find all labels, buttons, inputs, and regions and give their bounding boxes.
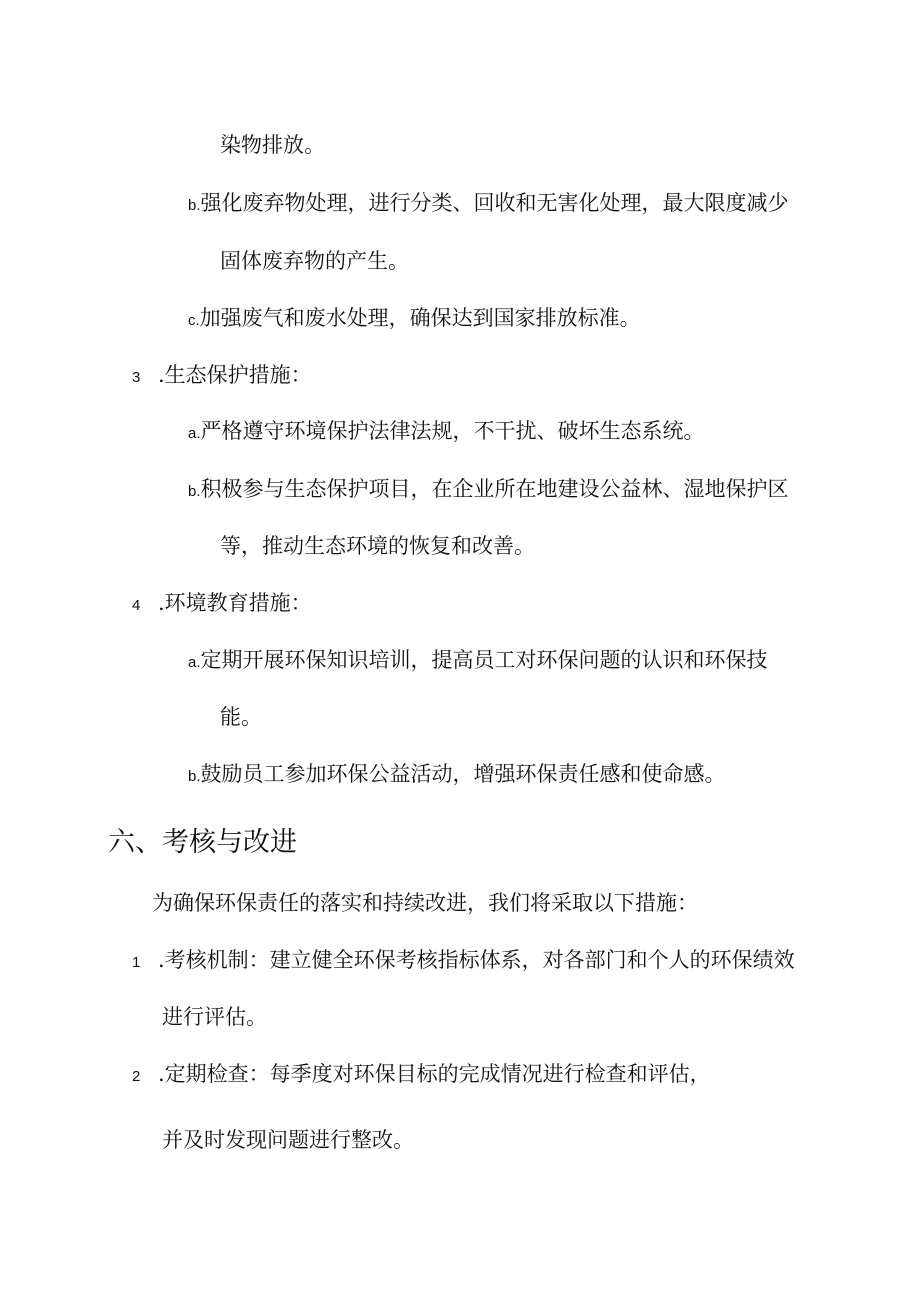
item-text: .生态保护措施： [158,363,312,387]
list-item-continuation [220,531,535,561]
numbered-item [132,945,795,978]
item-number: 4 [132,597,141,614]
list-marker: a. [188,425,201,442]
list-marker: a. [188,654,201,671]
paragraph-text: 为确保环保责任的落实和持续改进，我们将采取以下措施： [152,891,698,915]
item-number: 1 [132,954,141,971]
list-item [188,416,705,449]
item-text: .环境教育措施： [158,591,312,615]
list-item [188,645,768,678]
section-intro [152,888,698,918]
list-item-text: 严格遵守环境保护法律法规，不干扰、破坏生态系统。 [200,419,705,443]
numbered-item [132,1059,711,1092]
list-item [188,759,726,792]
list-item [188,188,789,221]
list-item-continuation [162,1125,414,1155]
list-marker: b. [188,197,201,214]
list-item-text: 加强废气和废水处理，确保达到国家排放标准。 [199,306,641,330]
paragraph-text: 并及时发现问题进行整改。 [162,1128,414,1152]
numbered-item [132,588,312,621]
list-item-continuation [220,130,325,160]
list-item-text: 定期开展环保知识培训，提高员工对环保问题的认识和环保技 [200,648,768,672]
paragraph-text: 等，推动生态环境的恢复和改善。 [220,534,535,558]
list-item [188,303,641,336]
list-marker: c. [188,312,200,329]
list-item-text: 鼓励员工参加环保公益活动，增强环保责任感和使命感。 [200,762,726,786]
item-number: 2 [132,1068,141,1085]
paragraph-text: 染物排放。 [220,133,325,157]
list-item [188,474,789,507]
paragraph-text: 固体废弃物的产生。 [220,249,409,273]
section-heading [108,825,297,861]
item-text: .考核机制：建立健全环保考核指标体系，对各部门和个人的环保绩效 [158,948,795,972]
list-item-continuation [162,1002,267,1032]
numbered-item [132,360,312,393]
item-number: 3 [132,369,141,386]
list-item-continuation [220,246,409,276]
paragraph-text: 能。 [220,705,262,729]
list-item-text: 强化废弃物处理，进行分类、回收和无害化处理，最大限度减少 [200,191,789,215]
list-item-continuation [220,702,262,732]
item-text: .定期检查：每季度对环保目标的完成情况进行检查和评估， [158,1062,711,1086]
list-marker: b. [188,768,201,785]
list-item-text: 积极参与生态保护项目，在企业所在地建设公益林、湿地保护区 [200,477,789,501]
section-heading-text: 六、考核与改进 [108,827,297,858]
list-marker: b. [188,483,201,500]
paragraph-text: 进行评估。 [162,1005,267,1029]
